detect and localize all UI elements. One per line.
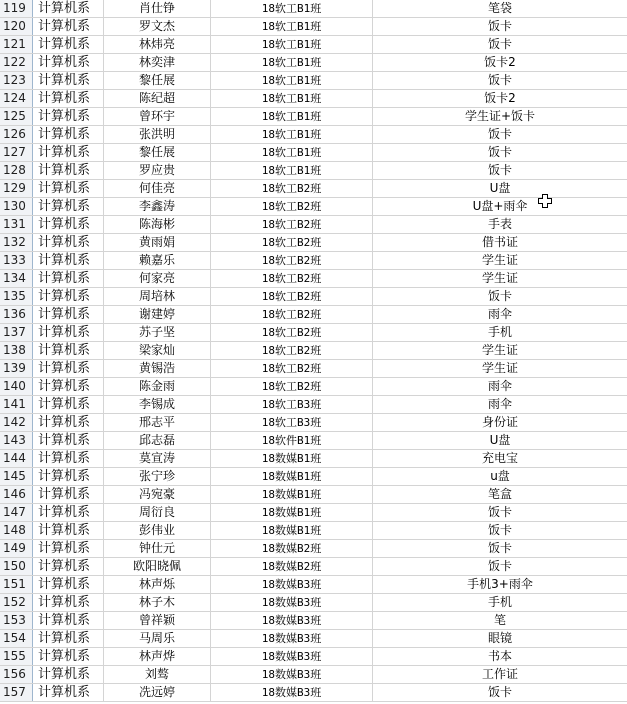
table-row[interactable] xyxy=(0,216,627,234)
department-cell[interactable]: 计算机系 xyxy=(33,162,104,179)
class-cell[interactable]: 18数媒B2班 xyxy=(211,558,373,575)
table-row[interactable] xyxy=(0,414,627,432)
item-cell[interactable]: 学生证 xyxy=(481,343,518,357)
class-cell[interactable]: 18软工B3班 xyxy=(211,396,373,413)
table-row[interactable] xyxy=(0,360,627,378)
name-cell[interactable]: 陈金雨 xyxy=(104,378,211,395)
class-cell[interactable]: 18数媒B3班 xyxy=(211,666,373,683)
table-row[interactable] xyxy=(0,72,627,90)
item-cell[interactable]: 笔 xyxy=(493,613,506,627)
name-cell[interactable]: 林声烁 xyxy=(104,576,211,593)
class-cell[interactable]: 18软工B2班 xyxy=(211,252,373,269)
row-header[interactable]: 150 xyxy=(0,558,33,575)
department-cell[interactable]: 计算机系 xyxy=(33,36,104,53)
table-row[interactable] xyxy=(0,342,627,360)
row-header[interactable]: 153 xyxy=(0,612,33,629)
name-cell[interactable]: 陈纪超 xyxy=(104,90,211,107)
department-cell[interactable]: 计算机系 xyxy=(33,594,104,611)
class-cell[interactable]: 18软工B2班 xyxy=(211,378,373,395)
department-cell[interactable]: 计算机系 xyxy=(33,198,104,215)
item-cell[interactable]: 饭卡2 xyxy=(484,91,516,105)
class-cell[interactable]: 18数媒B3班 xyxy=(211,594,373,611)
item-cell[interactable]: 学生证 xyxy=(481,253,518,267)
item-cell[interactable]: 饭卡 xyxy=(487,505,512,519)
item-cell[interactable]: 书本 xyxy=(487,649,512,663)
department-cell[interactable]: 计算机系 xyxy=(33,324,104,341)
row-header[interactable]: 126 xyxy=(0,126,33,143)
class-cell[interactable]: 18数媒B1班 xyxy=(211,468,373,485)
row-header[interactable]: 136 xyxy=(0,306,33,323)
department-cell[interactable]: 计算机系 xyxy=(33,288,104,305)
department-cell[interactable]: 计算机系 xyxy=(33,540,104,557)
name-cell[interactable]: 罗应贵 xyxy=(104,162,211,179)
row-header[interactable]: 148 xyxy=(0,522,33,539)
item-cell[interactable]: 学生证 xyxy=(481,271,518,285)
department-cell[interactable]: 计算机系 xyxy=(33,234,104,251)
table-row[interactable] xyxy=(0,576,627,594)
row-header[interactable]: 141 xyxy=(0,396,33,413)
table-row[interactable] xyxy=(0,288,627,306)
class-cell[interactable]: 18软件B1班 xyxy=(211,432,373,449)
row-header[interactable]: 122 xyxy=(0,54,33,71)
department-cell[interactable]: 计算机系 xyxy=(33,486,104,503)
department-cell[interactable]: 计算机系 xyxy=(33,270,104,287)
class-cell[interactable]: 18软工B2班 xyxy=(211,324,373,341)
item-cell[interactable]: 手机 xyxy=(487,325,512,339)
table-row[interactable] xyxy=(0,270,627,288)
name-cell[interactable]: 何佳亮 xyxy=(104,180,211,197)
department-cell[interactable]: 计算机系 xyxy=(33,558,104,575)
row-header[interactable]: 155 xyxy=(0,648,33,665)
department-cell[interactable]: 计算机系 xyxy=(33,630,104,647)
item-cell[interactable]: 手机3+雨伞 xyxy=(467,577,533,591)
row-header[interactable]: 127 xyxy=(0,144,33,161)
department-cell[interactable]: 计算机系 xyxy=(33,360,104,377)
item-cell[interactable]: U盘 xyxy=(489,433,511,447)
table-row[interactable] xyxy=(0,252,627,270)
name-cell[interactable]: 周衍良 xyxy=(104,504,211,521)
row-header[interactable]: 137 xyxy=(0,324,33,341)
table-row[interactable] xyxy=(0,198,627,216)
department-cell[interactable]: 计算机系 xyxy=(33,54,104,71)
name-cell[interactable]: 欧阳晓佩 xyxy=(104,558,211,575)
item-cell[interactable]: 手表 xyxy=(487,217,512,231)
item-cell[interactable]: 饭卡 xyxy=(487,685,512,699)
name-cell[interactable]: 梁家灿 xyxy=(104,342,211,359)
table-row[interactable] xyxy=(0,54,627,72)
class-cell[interactable]: 18软工B2班 xyxy=(211,270,373,287)
name-cell[interactable]: 曾祥颖 xyxy=(104,612,211,629)
row-header[interactable]: 145 xyxy=(0,468,33,485)
table-row[interactable] xyxy=(0,378,627,396)
table-row[interactable] xyxy=(0,180,627,198)
table-row[interactable] xyxy=(0,558,627,576)
name-cell[interactable]: 何家亮 xyxy=(104,270,211,287)
department-cell[interactable]: 计算机系 xyxy=(33,90,104,107)
class-cell[interactable]: 18软工B2班 xyxy=(211,216,373,233)
class-cell[interactable]: 18数媒B3班 xyxy=(211,630,373,647)
department-cell[interactable]: 计算机系 xyxy=(33,504,104,521)
class-cell[interactable]: 18数媒B1班 xyxy=(211,522,373,539)
name-cell[interactable]: 黄雨娟 xyxy=(104,234,211,251)
class-cell[interactable]: 18软工B1班 xyxy=(211,144,373,161)
name-cell[interactable]: 林炜亮 xyxy=(104,36,211,53)
item-cell[interactable]: 饭卡 xyxy=(487,559,512,573)
department-cell[interactable]: 计算机系 xyxy=(33,18,104,35)
class-cell[interactable]: 18软工B1班 xyxy=(211,72,373,89)
row-header[interactable]: 157 xyxy=(0,684,33,701)
table-row[interactable] xyxy=(0,612,627,630)
department-cell[interactable]: 计算机系 xyxy=(33,0,104,17)
table-row[interactable] xyxy=(0,594,627,612)
row-header[interactable]: 131 xyxy=(0,216,33,233)
name-cell[interactable]: 彭伟业 xyxy=(104,522,211,539)
table-row[interactable] xyxy=(0,450,627,468)
row-header[interactable]: 149 xyxy=(0,540,33,557)
table-row[interactable] xyxy=(0,144,627,162)
class-cell[interactable]: 18数媒B1班 xyxy=(211,504,373,521)
row-header[interactable]: 121 xyxy=(0,36,33,53)
department-cell[interactable]: 计算机系 xyxy=(33,450,104,467)
item-cell[interactable]: 饭卡 xyxy=(487,541,512,555)
item-cell[interactable]: U盘+雨伞 xyxy=(472,199,528,213)
name-cell[interactable]: 林声烨 xyxy=(104,648,211,665)
row-header[interactable]: 154 xyxy=(0,630,33,647)
name-cell[interactable]: 罗文杰 xyxy=(104,18,211,35)
class-cell[interactable]: 18软工B1班 xyxy=(211,162,373,179)
item-cell[interactable]: 笔盒 xyxy=(487,487,512,501)
department-cell[interactable]: 计算机系 xyxy=(33,108,104,125)
item-cell[interactable]: 工作证 xyxy=(481,667,518,681)
table-row[interactable] xyxy=(0,396,627,414)
row-header[interactable]: 151 xyxy=(0,576,33,593)
row-header[interactable]: 139 xyxy=(0,360,33,377)
item-cell[interactable]: 饭卡2 xyxy=(484,55,516,69)
class-cell[interactable]: 18软工B1班 xyxy=(211,54,373,71)
row-header[interactable]: 138 xyxy=(0,342,33,359)
row-header[interactable]: 124 xyxy=(0,90,33,107)
name-cell[interactable]: 邱志磊 xyxy=(104,432,211,449)
department-cell[interactable]: 计算机系 xyxy=(33,306,104,323)
table-row[interactable] xyxy=(0,540,627,558)
item-cell[interactable]: U盘 xyxy=(489,181,511,195)
name-cell[interactable]: 林子木 xyxy=(104,594,211,611)
class-cell[interactable]: 18软工B2班 xyxy=(211,306,373,323)
table-row[interactable] xyxy=(0,162,627,180)
class-cell[interactable]: 18软工B1班 xyxy=(211,0,373,17)
class-cell[interactable]: 18数媒B1班 xyxy=(211,486,373,503)
table-row[interactable] xyxy=(0,432,627,450)
row-header[interactable]: 142 xyxy=(0,414,33,431)
row-header[interactable]: 128 xyxy=(0,162,33,179)
table-row[interactable] xyxy=(0,486,627,504)
row-header[interactable]: 140 xyxy=(0,378,33,395)
class-cell[interactable]: 18软工B1班 xyxy=(211,18,373,35)
class-cell[interactable]: 18软工B1班 xyxy=(211,126,373,143)
department-cell[interactable]: 计算机系 xyxy=(33,522,104,539)
name-cell[interactable]: 马周乐 xyxy=(104,630,211,647)
row-header[interactable]: 125 xyxy=(0,108,33,125)
item-cell[interactable]: 饭卡 xyxy=(487,163,512,177)
table-row[interactable] xyxy=(0,648,627,666)
class-cell[interactable]: 18数媒B3班 xyxy=(211,648,373,665)
table-row[interactable] xyxy=(0,234,627,252)
department-cell[interactable]: 计算机系 xyxy=(33,180,104,197)
item-cell[interactable]: 充电宝 xyxy=(481,451,518,465)
department-cell[interactable]: 计算机系 xyxy=(33,72,104,89)
item-cell[interactable]: 学生证+饭卡 xyxy=(464,109,536,123)
name-cell[interactable]: 莫宣涛 xyxy=(104,450,211,467)
department-cell[interactable]: 计算机系 xyxy=(33,576,104,593)
class-cell[interactable]: 18软工B2班 xyxy=(211,360,373,377)
table-row[interactable] xyxy=(0,126,627,144)
class-cell[interactable]: 18数媒B3班 xyxy=(211,684,373,701)
item-cell[interactable]: 饭卡 xyxy=(487,523,512,537)
row-header[interactable]: 130 xyxy=(0,198,33,215)
row-header[interactable]: 120 xyxy=(0,18,33,35)
item-cell[interactable]: 饭卡 xyxy=(487,73,512,87)
department-cell[interactable]: 计算机系 xyxy=(33,216,104,233)
item-cell[interactable]: 饭卡 xyxy=(487,19,512,33)
table-row[interactable] xyxy=(0,36,627,54)
item-cell[interactable]: u盘 xyxy=(490,469,510,483)
item-cell[interactable]: 饭卡 xyxy=(487,127,512,141)
class-cell[interactable]: 18软工B1班 xyxy=(211,36,373,53)
class-cell[interactable]: 18数媒B2班 xyxy=(211,540,373,557)
row-header[interactable]: 156 xyxy=(0,666,33,683)
row-header[interactable]: 133 xyxy=(0,252,33,269)
item-cell[interactable]: 雨伞 xyxy=(487,307,512,321)
class-cell[interactable]: 18软工B2班 xyxy=(211,342,373,359)
table-row[interactable] xyxy=(0,90,627,108)
class-cell[interactable]: 18软工B2班 xyxy=(211,288,373,305)
name-cell[interactable]: 陈海彬 xyxy=(104,216,211,233)
department-cell[interactable]: 计算机系 xyxy=(33,378,104,395)
name-cell[interactable]: 黎任展 xyxy=(104,72,211,89)
row-header[interactable]: 144 xyxy=(0,450,33,467)
table-row[interactable] xyxy=(0,630,627,648)
class-cell[interactable]: 18软工B2班 xyxy=(211,198,373,215)
row-header[interactable]: 123 xyxy=(0,72,33,89)
name-cell[interactable]: 苏子坚 xyxy=(104,324,211,341)
table-row[interactable] xyxy=(0,522,627,540)
table-row[interactable] xyxy=(0,0,627,18)
name-cell[interactable]: 曾环宇 xyxy=(104,108,211,125)
class-cell[interactable]: 18软工B3班 xyxy=(211,414,373,431)
name-cell[interactable]: 钟仕元 xyxy=(104,540,211,557)
name-cell[interactable]: 冯宛豪 xyxy=(104,486,211,503)
department-cell[interactable]: 计算机系 xyxy=(33,612,104,629)
name-cell[interactable]: 邢志平 xyxy=(104,414,211,431)
class-cell[interactable]: 18数媒B1班 xyxy=(211,450,373,467)
name-cell[interactable]: 刘骜 xyxy=(104,666,211,683)
department-cell[interactable]: 计算机系 xyxy=(33,396,104,413)
row-header[interactable]: 146 xyxy=(0,486,33,503)
item-cell[interactable]: 饭卡 xyxy=(487,145,512,159)
department-cell[interactable]: 计算机系 xyxy=(33,468,104,485)
table-row[interactable] xyxy=(0,504,627,522)
table-row[interactable] xyxy=(0,666,627,684)
row-header[interactable]: 147 xyxy=(0,504,33,521)
name-cell[interactable]: 张宁珍 xyxy=(104,468,211,485)
item-cell[interactable]: 笔袋 xyxy=(487,1,512,15)
name-cell[interactable]: 张洪明 xyxy=(104,126,211,143)
name-cell[interactable]: 冼远婷 xyxy=(104,684,211,701)
name-cell[interactable]: 肖仕铮 xyxy=(104,0,211,17)
item-cell[interactable]: 饭卡 xyxy=(487,37,512,51)
row-header[interactable]: 119 xyxy=(0,0,33,17)
row-header[interactable]: 135 xyxy=(0,288,33,305)
table-row[interactable] xyxy=(0,468,627,486)
class-cell[interactable]: 18软工B2班 xyxy=(211,180,373,197)
name-cell[interactable]: 黎任展 xyxy=(104,144,211,161)
item-cell[interactable]: 雨伞 xyxy=(487,397,512,411)
name-cell[interactable]: 周培林 xyxy=(104,288,211,305)
name-cell[interactable]: 黄锡浩 xyxy=(104,360,211,377)
table-row[interactable] xyxy=(0,324,627,342)
class-cell[interactable]: 18数媒B3班 xyxy=(211,576,373,593)
table-row[interactable] xyxy=(0,18,627,36)
table-row[interactable] xyxy=(0,108,627,126)
department-cell[interactable]: 计算机系 xyxy=(33,414,104,431)
item-cell[interactable]: 饭卡 xyxy=(487,289,512,303)
item-cell[interactable]: 身份证 xyxy=(481,415,518,429)
name-cell[interactable]: 林奕津 xyxy=(104,54,211,71)
department-cell[interactable]: 计算机系 xyxy=(33,432,104,449)
item-cell[interactable]: 雨伞 xyxy=(487,379,512,393)
name-cell[interactable]: 赖嘉乐 xyxy=(104,252,211,269)
row-header[interactable]: 134 xyxy=(0,270,33,287)
name-cell[interactable]: 李鑫涛 xyxy=(104,198,211,215)
row-header[interactable]: 129 xyxy=(0,180,33,197)
department-cell[interactable]: 计算机系 xyxy=(33,126,104,143)
item-cell[interactable]: 眼镜 xyxy=(487,631,512,645)
name-cell[interactable]: 谢建婷 xyxy=(104,306,211,323)
table-row[interactable] xyxy=(0,306,627,324)
row-header[interactable]: 143 xyxy=(0,432,33,449)
department-cell[interactable]: 计算机系 xyxy=(33,342,104,359)
department-cell[interactable]: 计算机系 xyxy=(33,648,104,665)
department-cell[interactable]: 计算机系 xyxy=(33,666,104,683)
table-row[interactable] xyxy=(0,684,627,702)
department-cell[interactable]: 计算机系 xyxy=(33,684,104,701)
cell-select-cross-icon xyxy=(537,193,553,209)
item-cell[interactable]: 借书证 xyxy=(481,235,518,249)
department-cell[interactable]: 计算机系 xyxy=(33,144,104,161)
row-header[interactable]: 132 xyxy=(0,234,33,251)
item-cell[interactable]: 学生证 xyxy=(481,361,518,375)
class-cell[interactable]: 18软工B1班 xyxy=(211,108,373,125)
class-cell[interactable]: 18数媒B3班 xyxy=(211,612,373,629)
class-cell[interactable]: 18软工B1班 xyxy=(211,90,373,107)
department-cell[interactable]: 计算机系 xyxy=(33,252,104,269)
item-cell[interactable]: 手机 xyxy=(487,595,512,609)
row-header[interactable]: 152 xyxy=(0,594,33,611)
name-cell[interactable]: 李锡成 xyxy=(104,396,211,413)
class-cell[interactable]: 18软工B2班 xyxy=(211,234,373,251)
